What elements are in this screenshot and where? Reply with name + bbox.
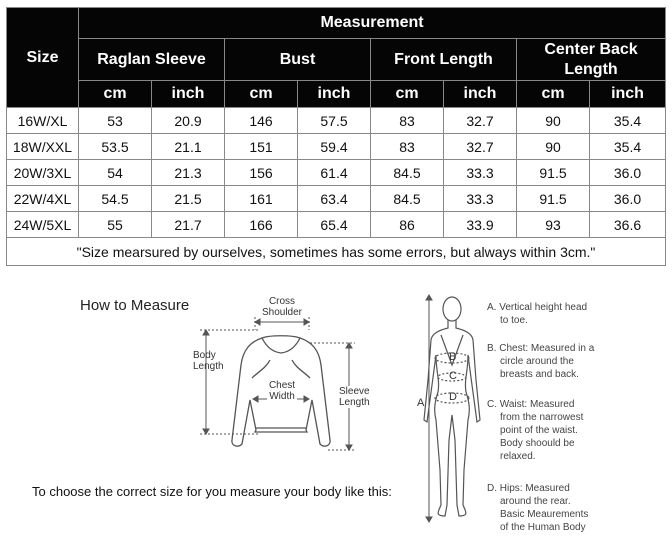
- unit-header: inch: [298, 81, 371, 108]
- column-header: Front Length: [371, 39, 517, 81]
- letter-b: B: [449, 351, 457, 363]
- value-cell: 91.5: [517, 160, 590, 186]
- value-cell: 83: [371, 134, 444, 160]
- measurement-header: Measurement: [79, 8, 666, 39]
- letter-d: D: [449, 391, 457, 403]
- value-cell: 84.5: [371, 186, 444, 212]
- column-header: Raglan Sleeve: [79, 39, 225, 81]
- letter-c: C: [449, 370, 457, 382]
- note-a: A. Vertical height head to toe.: [487, 302, 588, 326]
- value-cell: 53: [79, 108, 152, 134]
- value-cell: 36.0: [590, 186, 666, 212]
- size-cell: 16W/XL: [7, 108, 79, 134]
- value-cell: 146: [225, 108, 298, 134]
- value-cell: 35.4: [590, 108, 666, 134]
- column-header: Center Back Length: [517, 39, 666, 81]
- value-cell: 93: [517, 212, 590, 238]
- unit-header: inch: [590, 81, 666, 108]
- guide-title: How to Measure: [80, 297, 190, 314]
- size-cell: 22W/4XL: [7, 186, 79, 212]
- value-cell: 21.3: [152, 160, 225, 186]
- unit-header: cm: [517, 81, 590, 108]
- human-body-icon: [424, 297, 480, 516]
- value-cell: 156: [225, 160, 298, 186]
- unit-header: inch: [152, 81, 225, 108]
- value-cell: 57.5: [298, 108, 371, 134]
- value-cell: 61.4: [298, 160, 371, 186]
- size-note: "Size mearsured by ourselves, sometimes has some errors, but always within 3cm.": [7, 238, 666, 266]
- note-b: B. Chest: Measured in a circle around the breasts and back.: [487, 343, 595, 380]
- body-length-label: Body Length: [193, 350, 224, 372]
- value-cell: 86: [371, 212, 444, 238]
- note-c: C. Waist: Measured from the narrowest point of the waist. Body shoould be relaxed.: [487, 399, 584, 462]
- value-cell: 161: [225, 186, 298, 212]
- value-cell: 63.4: [298, 186, 371, 212]
- unit-header: cm: [79, 81, 152, 108]
- value-cell: 59.4: [298, 134, 371, 160]
- letter-a: A: [417, 397, 425, 409]
- value-cell: 53.5: [79, 134, 152, 160]
- sleeve-length-label: Sleeve Length: [339, 386, 370, 408]
- value-cell: 35.4: [590, 134, 666, 160]
- value-cell: 90: [517, 134, 590, 160]
- value-cell: 91.5: [517, 186, 590, 212]
- value-cell: 54: [79, 160, 152, 186]
- value-cell: 54.5: [79, 186, 152, 212]
- chest-width-label: Chest Width: [268, 380, 296, 402]
- value-cell: 21.7: [152, 212, 225, 238]
- value-cell: 33.3: [444, 186, 517, 212]
- value-cell: 151: [225, 134, 298, 160]
- value-cell: 83: [371, 108, 444, 134]
- size-cell: 18W/XXL: [7, 134, 79, 160]
- column-header: Bust: [225, 39, 371, 81]
- value-cell: 84.5: [371, 160, 444, 186]
- value-cell: 33.9: [444, 212, 517, 238]
- value-cell: 90: [517, 108, 590, 134]
- value-cell: 65.4: [298, 212, 371, 238]
- unit-header: inch: [444, 81, 517, 108]
- value-cell: 36.0: [590, 160, 666, 186]
- size-cell: 24W/5XL: [7, 212, 79, 238]
- size-header: Size: [7, 8, 79, 108]
- note-d: D. Hips: Measured around the rear. Basic Meaurements of the Human Body: [487, 483, 589, 533]
- cross-shoulder-label: Cross Shoulder: [261, 296, 303, 318]
- value-cell: 32.7: [444, 108, 517, 134]
- instruction-text: To choose the correct size for you measure your body like this:: [32, 484, 392, 499]
- value-cell: 32.7: [444, 134, 517, 160]
- unit-header: cm: [371, 81, 444, 108]
- unit-header: cm: [225, 81, 298, 108]
- value-cell: 33.3: [444, 160, 517, 186]
- value-cell: 21.5: [152, 186, 225, 212]
- value-cell: 21.1: [152, 134, 225, 160]
- size-cell: 20W/3XL: [7, 160, 79, 186]
- value-cell: 55: [79, 212, 152, 238]
- value-cell: 166: [225, 212, 298, 238]
- value-cell: 36.6: [590, 212, 666, 238]
- value-cell: 20.9: [152, 108, 225, 134]
